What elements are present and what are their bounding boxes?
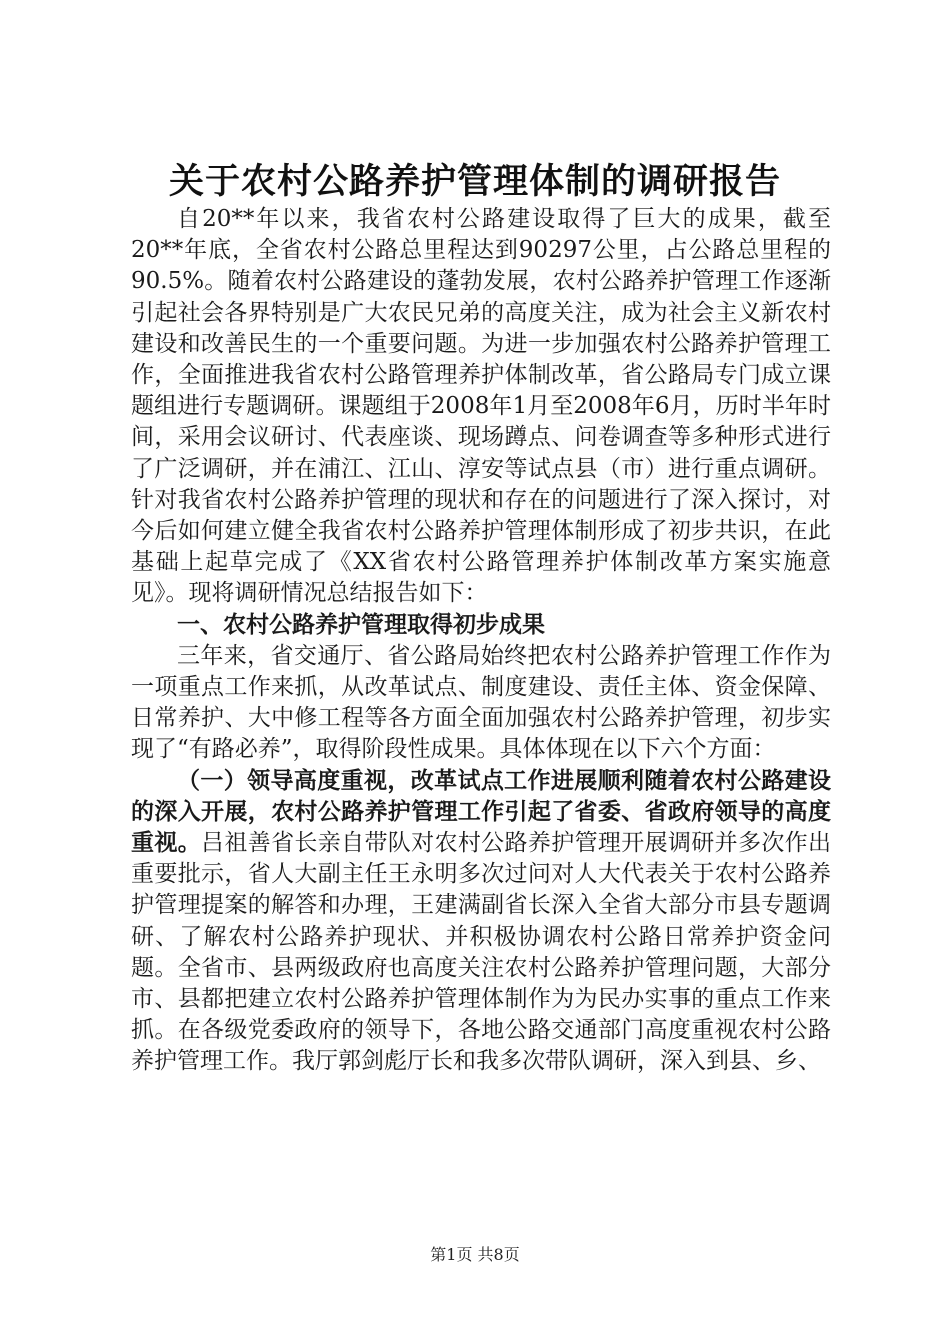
- section-paragraph: 三年来，省交通厅、省公路局始终把农村公路养护管理工作作为一项重点工作来抓，从改革试点、制度建设、责任主体、资金保障、日常养护、大中修工程等各方面全面加强农村公路养护管理，初步实现了“有路必养”，取得阶段性成果。具体体现在以下六个方面：: [131, 642, 831, 763]
- document-title: 关于农村公路养护管理体制的调研报告: [168, 162, 781, 202]
- subsection-paragraph: [131, 766, 831, 1078]
- section-heading: 一、农村公路养护管理取得初步成果: [177, 611, 545, 638]
- subsection-text: 吕祖善省长亲自带队对农村公路养护管理开展调研并多次作出重要批示，省人大副主任王永明多次过问对人大代表关于农村公路养护管理提案的解答和办理，王建满副省长深入全省大部分市县专题调研、了解农村公路养护现状、并积极协调农村公路日常养护资金问题。全省市、县两级政府也高度关注农村公路养护管理问题，大部分市、县都把建立农村公路养护管理体制作为为民办实事的重点工作来抓。在各级党委政府的领导下，各地公路交通部门高度重视农村公路养护管理工作。我厅郭剑彪厅长和我多次带队调研，深入到县、乡、: [131, 830, 832, 1075]
- page-footer: 第1页 共8页: [430, 1245, 520, 1264]
- subsection-bold-lead: （一）领导高度重视，改革试点工作进展顺利随着农村公路建设的深入开展，农村公路养护管理工作引起了省委、省政府领导的高度重视。: [131, 767, 831, 857]
- document-body: [131, 204, 831, 1078]
- intro-paragraph: 自20**年以来，我省农村公路建设取得了巨大的成果，截至20**年底，全省农村公路总里程达到90297公里，占公路总里程的90.5%。随着农村公路建设的蓬勃发展，农村公路养护管理工作逐渐引起社会各界特别是广大农民兄弟的高度关注，成为社会主义新农村建设和改善民生的一个重要问题。为进一步加强农村公路养护管理工作，全面推进我省农村公路管理养护体制改革，省公路局专门成立课题组进行专题调研。课题组于2008年1月至2008年6月，历时半年时间，采用会议研讨、代表座谈、现场蹲点、问卷调查等多种形式进行了广泛调研，并在浦江、江山、淳安等试点县（市）进行重点调研。针对我省农村公路养护管理的现状和存在的问题进行了深入探讨，对今后如何建立健全我省农村公路养护管理体制形成了初步共识，在此基础上起草完成了《XX省农村公路管理养护体制改革方案实施意见》。现将调研情况总结报告如下：: [131, 206, 831, 607]
